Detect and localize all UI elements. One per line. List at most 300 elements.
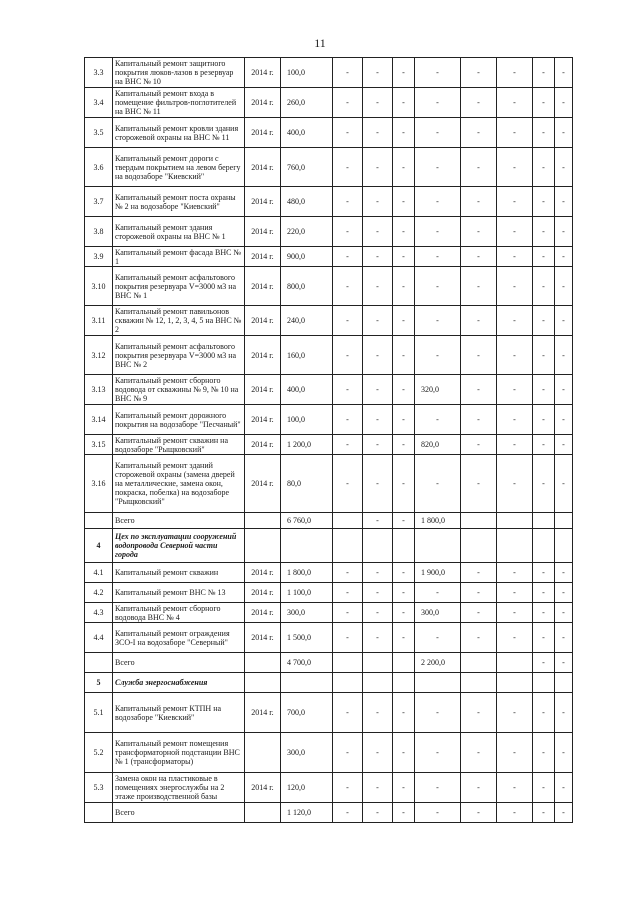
row-description: Всего xyxy=(113,653,245,673)
row-cell: - xyxy=(333,733,363,773)
row-cell: - xyxy=(393,217,415,247)
row-cell: - xyxy=(363,603,393,623)
row-amount: 260,0 xyxy=(281,88,333,118)
row-cell: - xyxy=(333,435,363,455)
row-cell: - xyxy=(333,563,363,583)
row-cell: - xyxy=(393,773,415,803)
row-amount: 160,0 xyxy=(281,336,333,375)
row-number: 3.14 xyxy=(85,405,113,435)
row-cell: - xyxy=(461,148,497,187)
row-cell: - xyxy=(533,375,555,405)
row-description: Капитальный ремонт асфальтового покрытия резервуара V=3000 м3 на ВНС № 1 xyxy=(113,267,245,306)
row-description: Капитальный ремонт фасада ВНС № 1 xyxy=(113,247,245,267)
row-description: Капитальный ремонт сборного водовода от скважины № 9, № 10 на ВНС № 9 xyxy=(113,375,245,405)
row-cell: - xyxy=(461,247,497,267)
section-row xyxy=(85,673,573,693)
table-body xyxy=(85,58,573,823)
row-cell xyxy=(363,529,393,563)
row-cell: - xyxy=(363,583,393,603)
row-number: 4.4 xyxy=(85,623,113,653)
row-cell: - xyxy=(333,306,363,336)
row-description: Капитальный ремонт здания сторожевой охраны на ВНС № 1 xyxy=(113,217,245,247)
row-cell: - xyxy=(497,187,533,217)
row-amount: 480,0 xyxy=(281,187,333,217)
row-cell: - xyxy=(497,623,533,653)
row-cell xyxy=(497,673,533,693)
row-amount: 6 760,0 xyxy=(281,513,333,529)
table-row xyxy=(85,733,573,773)
row-cell: - xyxy=(415,405,461,435)
row-cell: - xyxy=(363,306,393,336)
row-cell: - xyxy=(461,583,497,603)
table-row xyxy=(85,563,573,583)
row-cell: - xyxy=(533,187,555,217)
row-number: 3.11 xyxy=(85,306,113,336)
row-cell xyxy=(363,673,393,693)
row-cell: - xyxy=(393,583,415,603)
row-cell: - xyxy=(497,306,533,336)
row-cell: - xyxy=(533,455,555,513)
row-number: 4 xyxy=(85,529,113,563)
row-amount: 1 100,0 xyxy=(281,583,333,603)
row-cell: 300,0 xyxy=(415,603,461,623)
row-cell xyxy=(533,529,555,563)
row-cell xyxy=(415,673,461,693)
row-cell xyxy=(393,653,415,673)
row-amount: 100,0 xyxy=(281,58,333,88)
row-cell: - xyxy=(555,693,573,733)
row-cell: - xyxy=(461,336,497,375)
table-row xyxy=(85,375,573,405)
row-cell: - xyxy=(393,375,415,405)
row-cell: - xyxy=(555,583,573,603)
row-description: Капитальный ремонт скважин xyxy=(113,563,245,583)
row-number: 5.3 xyxy=(85,773,113,803)
row-description: Всего xyxy=(113,513,245,529)
row-cell: - xyxy=(363,247,393,267)
row-cell: - xyxy=(533,118,555,148)
row-year: 2014 г. xyxy=(245,306,281,336)
row-cell xyxy=(333,653,363,673)
row-cell: - xyxy=(393,118,415,148)
row-cell: - xyxy=(363,217,393,247)
row-cell: - xyxy=(555,803,573,823)
row-cell: - xyxy=(333,773,363,803)
row-cell: - xyxy=(393,513,415,529)
row-cell xyxy=(333,513,363,529)
row-year: 2014 г. xyxy=(245,217,281,247)
row-cell: - xyxy=(333,88,363,118)
row-year: 2014 г. xyxy=(245,405,281,435)
row-number: 3.8 xyxy=(85,217,113,247)
row-amount: 760,0 xyxy=(281,148,333,187)
row-cell: - xyxy=(555,217,573,247)
row-cell: - xyxy=(393,267,415,306)
table-row xyxy=(85,58,573,88)
row-description: Капитальный ремонт ВНС № 13 xyxy=(113,583,245,603)
row-number xyxy=(85,803,113,823)
row-cell: - xyxy=(461,623,497,653)
row-cell: - xyxy=(363,455,393,513)
row-cell: - xyxy=(333,455,363,513)
row-cell: - xyxy=(393,455,415,513)
row-cell: - xyxy=(461,58,497,88)
row-cell: - xyxy=(393,148,415,187)
row-cell: - xyxy=(497,336,533,375)
row-cell xyxy=(415,529,461,563)
table-row xyxy=(85,603,573,623)
row-cell xyxy=(461,529,497,563)
row-cell: 320,0 xyxy=(415,375,461,405)
row-cell: - xyxy=(415,733,461,773)
row-cell: - xyxy=(415,336,461,375)
row-year xyxy=(245,803,281,823)
row-cell: - xyxy=(533,217,555,247)
row-number: 3.9 xyxy=(85,247,113,267)
row-cell: - xyxy=(415,58,461,88)
row-cell: - xyxy=(461,375,497,405)
row-cell: - xyxy=(533,603,555,623)
row-cell xyxy=(533,513,555,529)
row-amount: 1 500,0 xyxy=(281,623,333,653)
row-cell xyxy=(555,513,573,529)
row-cell: - xyxy=(363,563,393,583)
row-year: 2014 г. xyxy=(245,88,281,118)
row-cell: - xyxy=(333,583,363,603)
row-number: 3.16 xyxy=(85,455,113,513)
row-cell: 1 800,0 xyxy=(415,513,461,529)
row-cell: - xyxy=(555,375,573,405)
section-row xyxy=(85,529,573,563)
table-row xyxy=(85,148,573,187)
row-amount: 400,0 xyxy=(281,375,333,405)
row-number: 3.5 xyxy=(85,118,113,148)
row-cell: - xyxy=(461,455,497,513)
table-row xyxy=(85,187,573,217)
row-cell: - xyxy=(533,653,555,673)
row-amount: 80,0 xyxy=(281,455,333,513)
row-cell: - xyxy=(415,148,461,187)
row-cell: - xyxy=(393,88,415,118)
row-cell: - xyxy=(333,623,363,653)
row-cell xyxy=(461,673,497,693)
row-cell: - xyxy=(461,217,497,247)
row-description: Капитальный ремонт дороги с твердым покрытием на левом берегу на водозаборе "Киевский" xyxy=(113,148,245,187)
table-row xyxy=(85,405,573,435)
row-year: 2014 г. xyxy=(245,583,281,603)
row-cell: - xyxy=(393,58,415,88)
row-number: 4.3 xyxy=(85,603,113,623)
row-number: 3.10 xyxy=(85,267,113,306)
row-cell: - xyxy=(555,267,573,306)
row-amount: 120,0 xyxy=(281,773,333,803)
row-cell: - xyxy=(497,733,533,773)
row-cell: - xyxy=(533,435,555,455)
row-cell: - xyxy=(363,405,393,435)
row-cell: - xyxy=(415,693,461,733)
row-cell: - xyxy=(533,247,555,267)
row-number xyxy=(85,653,113,673)
row-cell: 820,0 xyxy=(415,435,461,455)
table-row xyxy=(85,336,573,375)
row-cell: - xyxy=(393,623,415,653)
row-year: 2014 г. xyxy=(245,375,281,405)
row-cell: - xyxy=(333,803,363,823)
row-cell: - xyxy=(497,405,533,435)
row-cell: - xyxy=(393,247,415,267)
row-amount: 700,0 xyxy=(281,693,333,733)
row-cell: - xyxy=(363,88,393,118)
row-cell: - xyxy=(533,88,555,118)
row-year: 2014 г. xyxy=(245,773,281,803)
table-row xyxy=(85,583,573,603)
row-cell xyxy=(497,653,533,673)
row-cell xyxy=(497,529,533,563)
row-description: Капитальный ремонт помещения трансформаторной подстанции ВНС № 1 (трансформаторы) xyxy=(113,733,245,773)
row-cell: - xyxy=(461,733,497,773)
row-amount: 900,0 xyxy=(281,247,333,267)
row-number: 5 xyxy=(85,673,113,693)
row-cell: - xyxy=(415,803,461,823)
row-year: 2014 г. xyxy=(245,118,281,148)
row-cell: - xyxy=(497,148,533,187)
row-cell: - xyxy=(393,306,415,336)
row-amount: 100,0 xyxy=(281,405,333,435)
row-cell: - xyxy=(333,118,363,148)
row-number: 5.2 xyxy=(85,733,113,773)
row-cell: - xyxy=(333,187,363,217)
row-cell: - xyxy=(555,653,573,673)
table-row xyxy=(85,88,573,118)
row-cell: - xyxy=(461,118,497,148)
row-number: 4.2 xyxy=(85,583,113,603)
row-year: 2014 г. xyxy=(245,267,281,306)
row-cell: - xyxy=(333,603,363,623)
row-cell: - xyxy=(393,693,415,733)
row-cell: - xyxy=(533,336,555,375)
row-cell: - xyxy=(533,267,555,306)
row-cell: - xyxy=(363,513,393,529)
row-description: Капитальный ремонт зданий сторожевой охраны (замена дверей на металлические, замена окон, покраска, побелка) на водозаборе "Рыщковский" xyxy=(113,455,245,513)
row-cell xyxy=(333,529,363,563)
row-cell xyxy=(461,513,497,529)
row-cell: - xyxy=(415,217,461,247)
total-row xyxy=(85,653,573,673)
row-description: Капитальный ремонт сборного водовода ВНС № 4 xyxy=(113,603,245,623)
row-cell: - xyxy=(333,247,363,267)
row-number: 4.1 xyxy=(85,563,113,583)
table-row xyxy=(85,306,573,336)
row-cell: - xyxy=(363,336,393,375)
row-cell: - xyxy=(533,405,555,435)
row-cell xyxy=(393,673,415,693)
row-cell: - xyxy=(497,435,533,455)
row-description: Капитальный ремонт ограждения ЗСО-I на водозаборе "Северный" xyxy=(113,623,245,653)
row-amount xyxy=(281,529,333,563)
row-cell: - xyxy=(333,375,363,405)
row-cell: - xyxy=(555,187,573,217)
row-cell: - xyxy=(415,187,461,217)
row-cell: - xyxy=(363,803,393,823)
table-row xyxy=(85,435,573,455)
row-number: 3.3 xyxy=(85,58,113,88)
row-cell: - xyxy=(415,583,461,603)
row-description: Капитальный ремонт защитного покрытия люков-лазов в резервуар на ВНС № 10 xyxy=(113,58,245,88)
row-amount: 300,0 xyxy=(281,603,333,623)
row-year: 2014 г. xyxy=(245,563,281,583)
row-year: 2014 г. xyxy=(245,336,281,375)
row-cell: - xyxy=(555,247,573,267)
row-cell: - xyxy=(533,623,555,653)
row-cell: - xyxy=(533,803,555,823)
row-year: 2014 г. xyxy=(245,148,281,187)
row-cell xyxy=(333,673,363,693)
row-description: Замена окон на пластиковые в помещениях энергослужбы на 2 этаже производственной базы xyxy=(113,773,245,803)
row-cell: - xyxy=(497,773,533,803)
row-cell: 2 200,0 xyxy=(415,653,461,673)
row-cell xyxy=(533,673,555,693)
row-description: Капитальный ремонт асфальтового покрытия резервуара V=3000 м3 на ВНС № 2 xyxy=(113,336,245,375)
row-cell: - xyxy=(415,623,461,653)
row-cell: - xyxy=(497,88,533,118)
row-cell: - xyxy=(461,435,497,455)
row-cell: - xyxy=(555,306,573,336)
table-row xyxy=(85,623,573,653)
row-cell: - xyxy=(333,148,363,187)
row-cell: - xyxy=(555,773,573,803)
row-year: 2014 г. xyxy=(245,435,281,455)
row-cell: - xyxy=(497,267,533,306)
row-cell: - xyxy=(333,405,363,435)
table-row xyxy=(85,455,573,513)
row-amount: 1 200,0 xyxy=(281,435,333,455)
row-year xyxy=(245,673,281,693)
row-number: 3.6 xyxy=(85,148,113,187)
row-year: 2014 г. xyxy=(245,603,281,623)
row-year: 2014 г. xyxy=(245,693,281,733)
row-cell: - xyxy=(497,693,533,733)
row-cell: - xyxy=(533,148,555,187)
row-cell: - xyxy=(363,58,393,88)
row-cell: - xyxy=(497,603,533,623)
row-description: Всего xyxy=(113,803,245,823)
table-row xyxy=(85,773,573,803)
row-cell: - xyxy=(497,455,533,513)
row-cell: - xyxy=(393,563,415,583)
row-cell: - xyxy=(461,187,497,217)
table-row xyxy=(85,118,573,148)
row-year: 2014 г. xyxy=(245,623,281,653)
row-amount: 400,0 xyxy=(281,118,333,148)
row-cell: - xyxy=(333,217,363,247)
row-cell: - xyxy=(533,58,555,88)
row-cell: - xyxy=(533,306,555,336)
row-cell: - xyxy=(461,267,497,306)
row-cell: - xyxy=(555,435,573,455)
row-cell: - xyxy=(363,733,393,773)
row-cell: - xyxy=(393,405,415,435)
row-cell: - xyxy=(555,623,573,653)
row-cell: - xyxy=(333,58,363,88)
row-cell: - xyxy=(555,455,573,513)
row-cell xyxy=(555,673,573,693)
row-cell: - xyxy=(555,118,573,148)
page-number: 11 xyxy=(314,36,326,50)
row-cell: - xyxy=(461,306,497,336)
row-cell: - xyxy=(363,118,393,148)
row-cell: 1 900,0 xyxy=(415,563,461,583)
row-cell: - xyxy=(363,773,393,803)
row-cell: - xyxy=(393,336,415,375)
row-cell: - xyxy=(555,88,573,118)
row-cell: - xyxy=(393,803,415,823)
row-amount: 4 700,0 xyxy=(281,653,333,673)
row-cell: - xyxy=(533,583,555,603)
row-cell: - xyxy=(555,405,573,435)
row-cell xyxy=(393,529,415,563)
row-cell: - xyxy=(533,733,555,773)
row-cell: - xyxy=(415,773,461,803)
row-cell: - xyxy=(533,693,555,733)
row-cell: - xyxy=(363,148,393,187)
row-year: 2014 г. xyxy=(245,455,281,513)
row-description: Капитальный ремонт скважин на водозаборе "Рыщковский" xyxy=(113,435,245,455)
row-number xyxy=(85,513,113,529)
row-cell: - xyxy=(497,375,533,405)
row-cell: - xyxy=(393,435,415,455)
row-cell: - xyxy=(333,693,363,733)
row-cell: - xyxy=(393,603,415,623)
row-cell: - xyxy=(415,118,461,148)
repair-plan-table xyxy=(84,57,573,823)
row-cell: - xyxy=(363,267,393,306)
row-cell: - xyxy=(363,187,393,217)
row-description: Капитальный ремонт поста охраны № 2 на водозаборе "Киевский" xyxy=(113,187,245,217)
row-cell: - xyxy=(363,375,393,405)
row-cell: - xyxy=(415,247,461,267)
row-cell: - xyxy=(415,267,461,306)
row-cell: - xyxy=(555,58,573,88)
row-cell: - xyxy=(363,435,393,455)
row-description: Капитальный ремонт входа в помещение фильтров-поглотителей на ВНС № 11 xyxy=(113,88,245,118)
row-description: Капитальный ремонт павильонов скважин № 12, 1, 2, 3, 4, 5 на ВНС № 2 xyxy=(113,306,245,336)
row-cell xyxy=(555,529,573,563)
table-row xyxy=(85,267,573,306)
row-description: Цех по эксплуатации сооружений водопровода Северной части города xyxy=(113,529,245,563)
row-description: Капитальный ремонт КТПН на водозаборе "Киевский" xyxy=(113,693,245,733)
row-year xyxy=(245,513,281,529)
row-cell: - xyxy=(497,803,533,823)
total-row xyxy=(85,803,573,823)
row-year xyxy=(245,733,281,773)
row-number: 5.1 xyxy=(85,693,113,733)
row-number: 3.15 xyxy=(85,435,113,455)
row-cell: - xyxy=(533,773,555,803)
row-cell: - xyxy=(461,773,497,803)
row-cell: - xyxy=(497,563,533,583)
row-cell: - xyxy=(363,623,393,653)
row-description: Капитальный ремонт кровли здания сторожевой охраны на ВНС № 11 xyxy=(113,118,245,148)
row-description: Капитальный ремонт дорожного покрытия на водозаборе "Песчаный" xyxy=(113,405,245,435)
row-amount: 300,0 xyxy=(281,733,333,773)
row-cell: - xyxy=(497,118,533,148)
row-year xyxy=(245,653,281,673)
row-cell: - xyxy=(363,693,393,733)
row-year: 2014 г. xyxy=(245,187,281,217)
row-cell xyxy=(497,513,533,529)
row-cell: - xyxy=(497,217,533,247)
row-cell xyxy=(363,653,393,673)
